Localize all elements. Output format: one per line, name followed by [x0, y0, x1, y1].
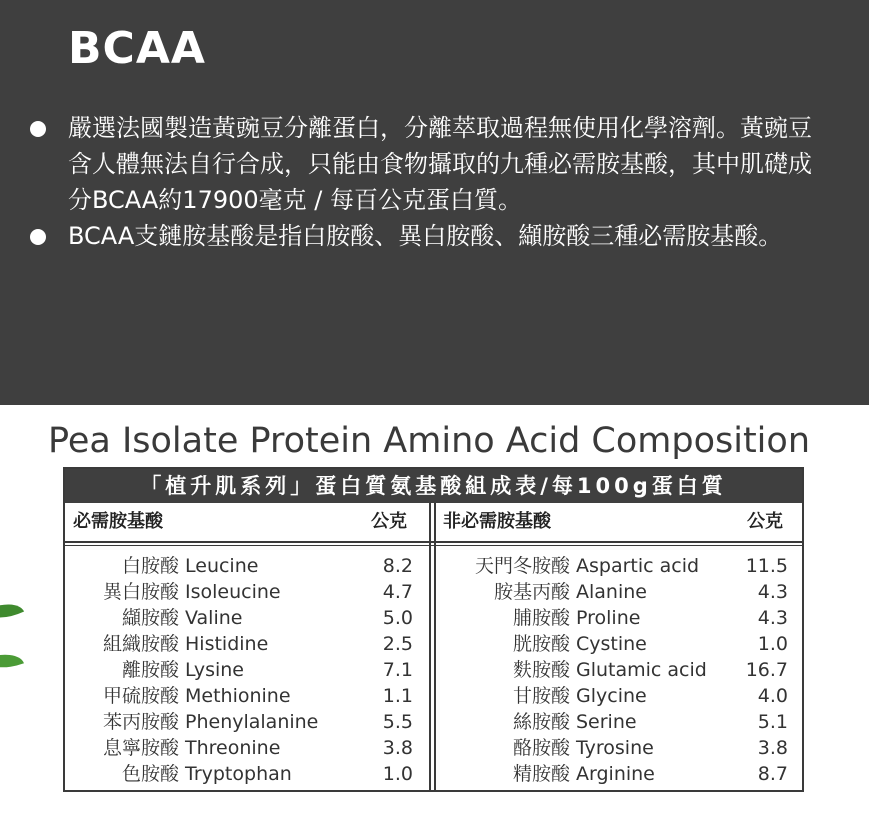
- amino-acid-english-name: Cystine: [576, 633, 647, 655]
- amino-acid-chinese-name: 甲硫胺酸: [102, 685, 179, 707]
- amino-acid-english-name: Serine: [576, 711, 637, 733]
- amino-acid-chinese-name: 苯丙胺酸: [102, 711, 179, 733]
- amino-acid-english-name: Threonine: [185, 737, 281, 759]
- intro-bullet: [28, 218, 818, 254]
- amino-acid-english-name: Methionine: [185, 685, 291, 707]
- table-row: [436, 735, 802, 761]
- leaf-icon: [0, 595, 24, 627]
- amino-acid-english-name: Tyrosine: [576, 737, 654, 759]
- amino-acid-chinese-name: 麩胺酸: [512, 659, 570, 681]
- amino-acid-english-name: Glutamic acid: [576, 659, 707, 681]
- amino-acid-chinese-name: 酪胺酸: [512, 737, 570, 759]
- table-row: [65, 553, 429, 579]
- nonessential-header: 非必需胺基酸: [443, 511, 551, 532]
- amino-acid-chinese-name: 組織胺酸: [102, 633, 179, 655]
- amino-acid-chinese-name: 息寧胺酸: [102, 737, 179, 759]
- amino-acid-english-name: Leucine: [185, 555, 259, 577]
- table-row: [65, 761, 429, 787]
- amino-acid-chinese-name: 胺基丙酸: [493, 581, 570, 603]
- intro-panel: [0, 0, 869, 405]
- amino-acid-chinese-name: 離胺酸: [121, 659, 179, 681]
- amino-acid-english-name: Valine: [185, 607, 243, 629]
- table-row: [436, 761, 802, 787]
- nonessential-unit-header: 公克: [747, 511, 783, 532]
- amino-acid-chinese-name: 異白胺酸: [102, 581, 179, 603]
- bullet-dot-icon: [30, 121, 46, 137]
- amino-acid-chinese-name: 精胺酸: [512, 763, 570, 785]
- intro-title: BCAA: [68, 23, 206, 74]
- amino-acid-chinese-name: 甘胺酸: [512, 685, 570, 707]
- composition-title: Pea Isolate Protein Amino Acid Composition: [48, 421, 811, 461]
- amino-acid-english-name: Alanine: [576, 581, 647, 603]
- amino-acid-english-name: Glycine: [576, 685, 647, 707]
- table-row: [436, 605, 802, 631]
- amino-acid-chinese-name: 纈胺酸: [121, 607, 179, 629]
- amount-grams: 5.1: [757, 711, 788, 733]
- essential-unit-header: 公克: [371, 511, 407, 532]
- amino-acid-table: [63, 467, 804, 792]
- amino-acid-english-name: Aspartic acid: [576, 555, 700, 577]
- table-row: [65, 735, 429, 761]
- amino-acid-chinese-name: 天門冬胺酸: [474, 555, 570, 577]
- essential-list: [65, 553, 429, 787]
- amino-acid-english-name: Proline: [576, 607, 641, 629]
- amino-acid-chinese-name: 絲胺酸: [512, 711, 570, 733]
- amount-grams: 5.0: [382, 607, 413, 629]
- essential-header: 必需胺基酸: [73, 511, 163, 532]
- amount-grams: 5.5: [382, 711, 413, 733]
- amino-acid-english-name: Arginine: [576, 763, 655, 785]
- table-row: [65, 683, 429, 709]
- amino-acid-chinese-name: 胱胺酸: [512, 633, 570, 655]
- table-row: [436, 579, 802, 605]
- amino-acid-english-name: Phenylalanine: [185, 711, 319, 733]
- amount-grams: 4.7: [382, 581, 413, 603]
- column-divider: [429, 503, 431, 790]
- amount-grams: 4.3: [757, 607, 788, 629]
- intro-bullet: [28, 110, 818, 218]
- intro-bullet-text: 嚴選法國製造黃豌豆分離蛋白，分離萃取過程無使用化學溶劑。黃豌豆含人體無法自行合成，只能由食物攝取的九種必需胺基酸，其中肌礎成分BCAA約17900毫克 / 每百公克蛋白質。: [68, 114, 812, 214]
- intro-bullet-text: BCAA支鏈胺基酸是指白胺酸、異白胺酸、纈胺酸三種必需胺基酸。: [68, 222, 783, 250]
- table-row: [65, 709, 429, 735]
- table-row: [436, 657, 802, 683]
- amount-grams: 3.8: [757, 737, 788, 759]
- bullet-dot-icon: [30, 229, 46, 245]
- amount-grams: 1.0: [757, 633, 788, 655]
- amino-acid-english-name: Tryptophan: [185, 763, 292, 785]
- amount-grams: 8.2: [382, 555, 413, 577]
- nonessential-list: [436, 553, 802, 787]
- amino-acid-chinese-name: 色胺酸: [121, 763, 179, 785]
- table-row: [436, 631, 802, 657]
- amino-acid-english-name: Lysine: [185, 659, 244, 681]
- amount-grams: 2.5: [382, 633, 413, 655]
- table-title: 「植升肌系列」蛋白質氨基酸組成表/每100g蛋白質: [65, 469, 802, 503]
- amount-grams: 1.1: [382, 685, 413, 707]
- amount-grams: 4.3: [757, 581, 788, 603]
- amount-grams: 16.7: [745, 659, 788, 681]
- table-row: [436, 683, 802, 709]
- amino-acid-chinese-name: 白胺酸: [121, 555, 179, 577]
- amount-grams: 8.7: [757, 763, 788, 785]
- table-row: [65, 631, 429, 657]
- table-row: [65, 657, 429, 683]
- table-row: [436, 709, 802, 735]
- intro-bullet-list: [28, 110, 818, 254]
- amount-grams: 11.5: [745, 555, 788, 577]
- table-row: [65, 579, 429, 605]
- amino-acid-chinese-name: 脯胺酸: [512, 607, 570, 629]
- amino-acid-english-name: Histidine: [185, 633, 269, 655]
- amount-grams: 7.1: [382, 659, 413, 681]
- leaf-icon: [0, 646, 24, 675]
- amino-acid-english-name: Isoleucine: [185, 581, 281, 603]
- amount-grams: 4.0: [757, 685, 788, 707]
- table-row: [436, 553, 802, 579]
- table-row: [65, 605, 429, 631]
- amount-grams: 3.8: [382, 737, 413, 759]
- amount-grams: 1.0: [382, 763, 413, 785]
